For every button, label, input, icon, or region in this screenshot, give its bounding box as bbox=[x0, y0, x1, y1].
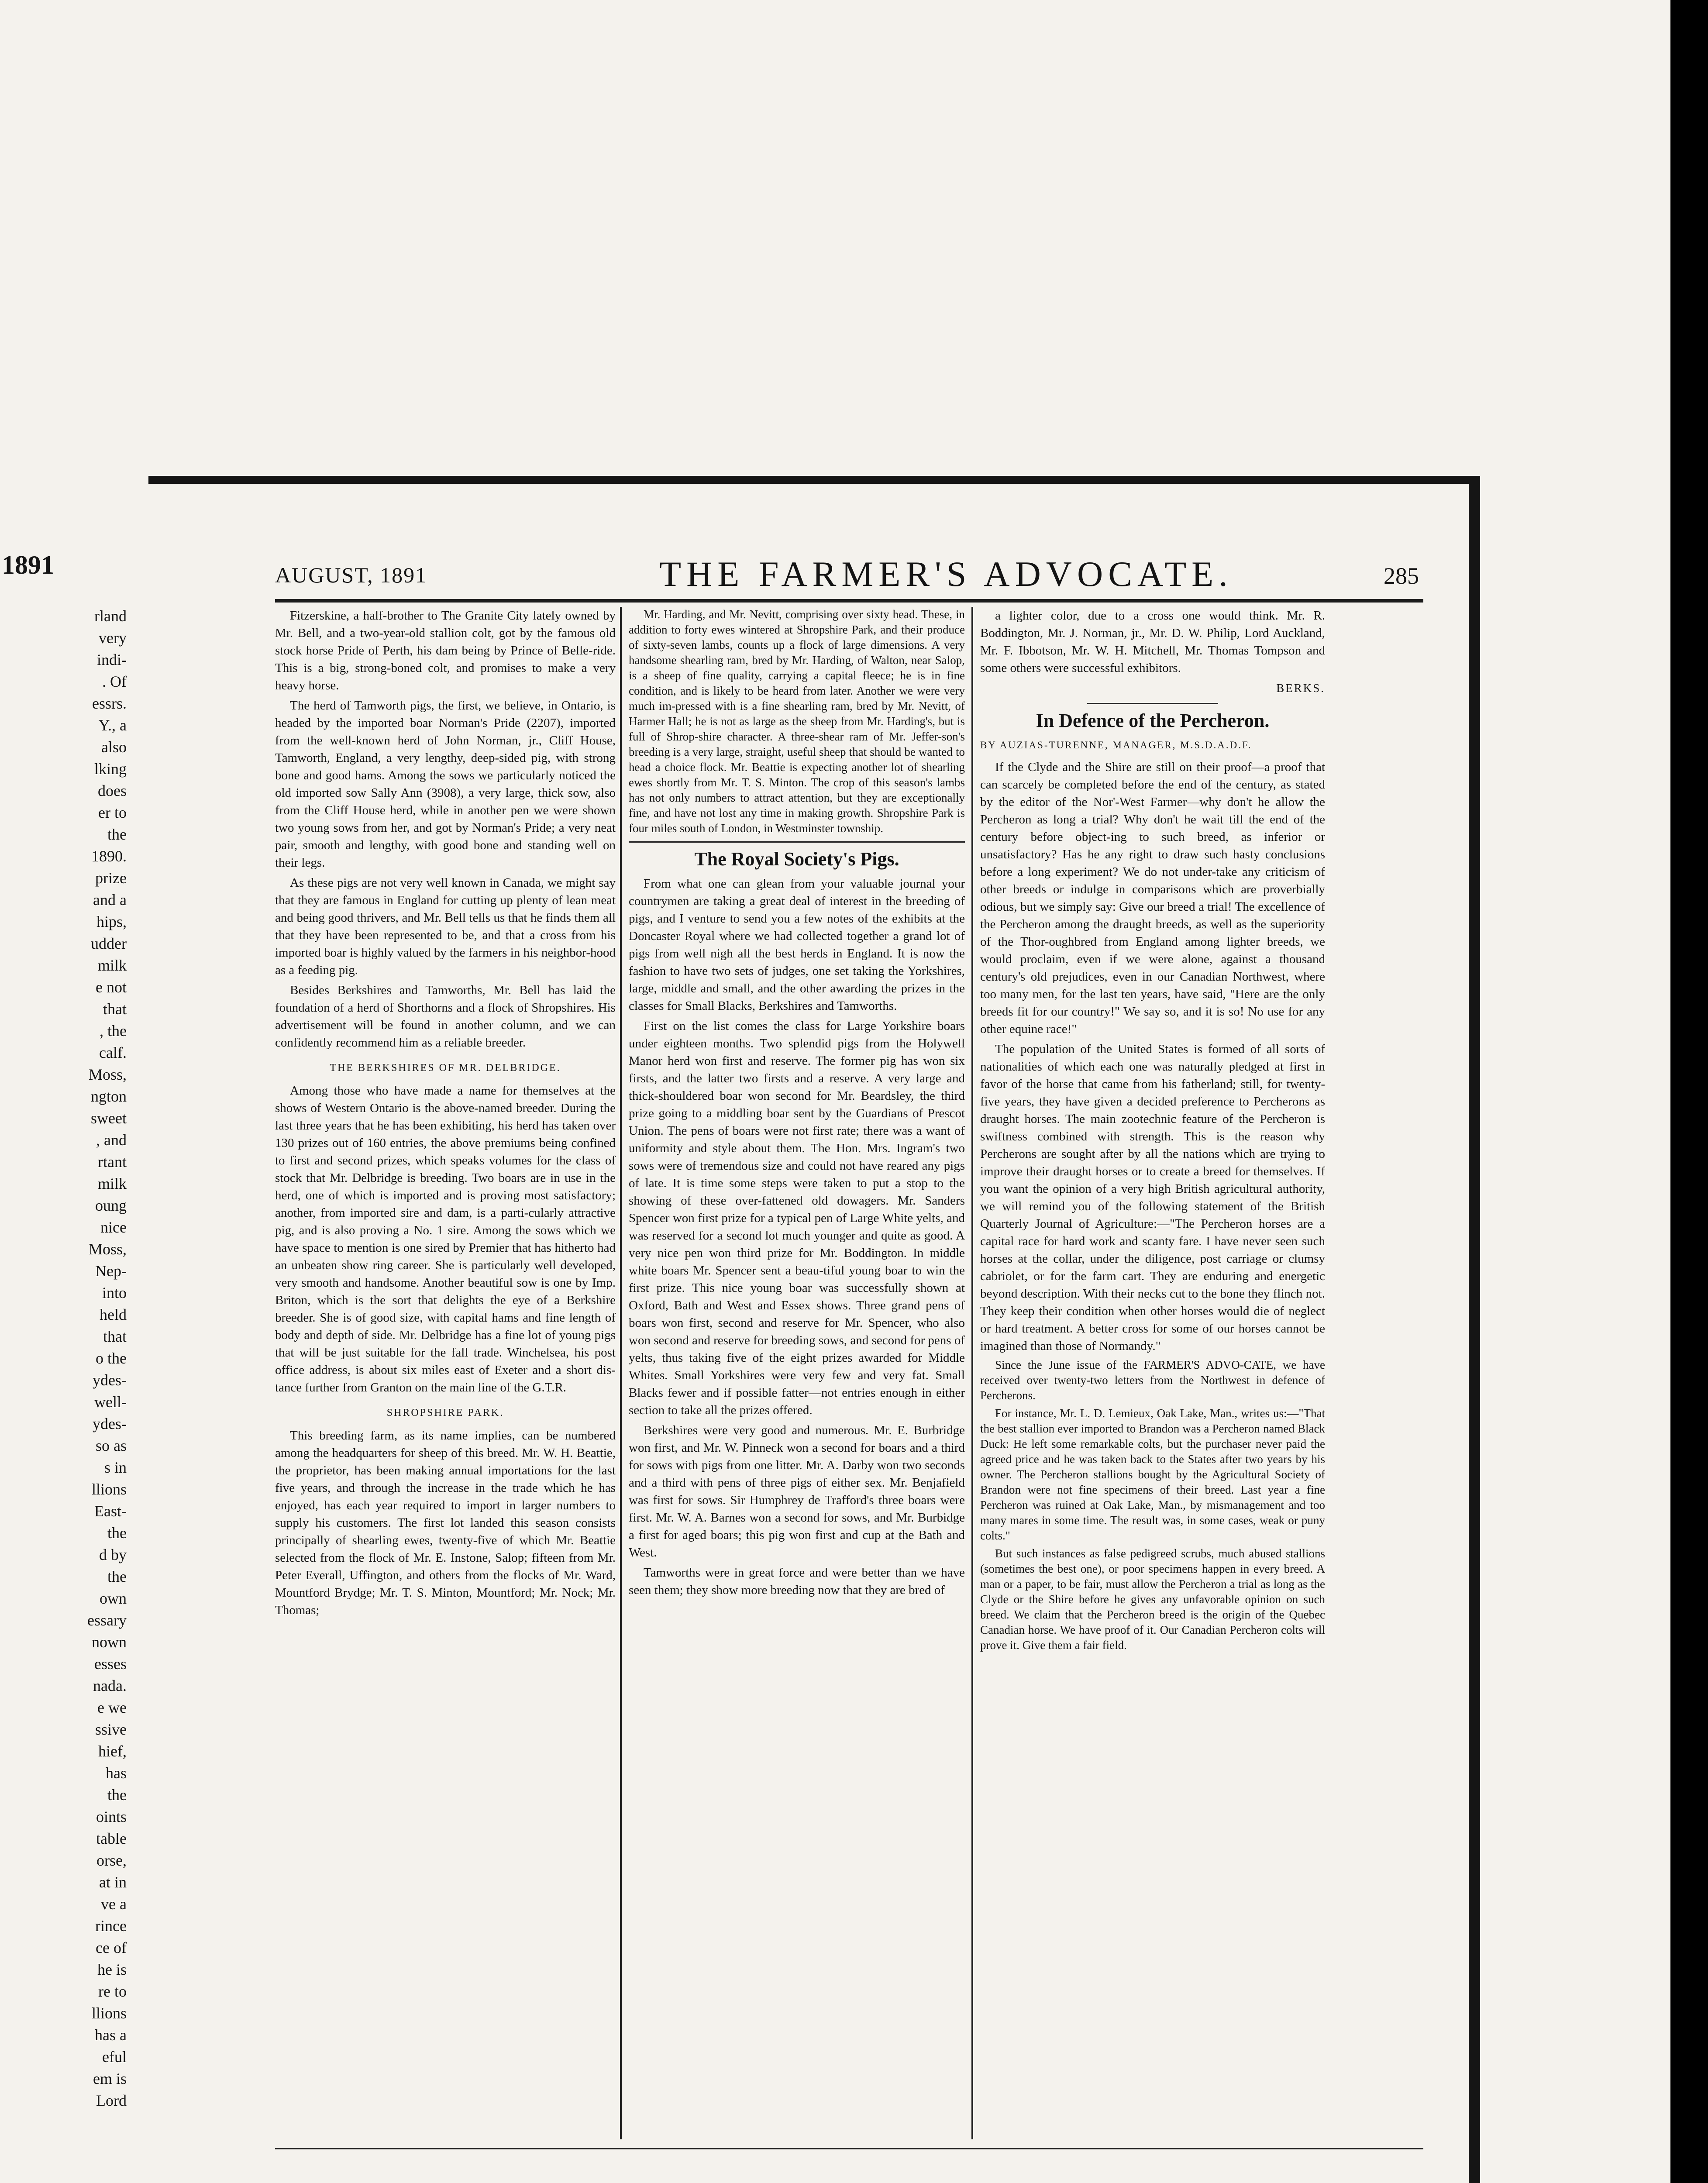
previous-page-fragment: d by bbox=[99, 1546, 127, 1563]
previous-page-fragment: ve a bbox=[101, 1895, 127, 1913]
previous-page-fragment: orse, bbox=[96, 1852, 127, 1869]
previous-page-fragment: well- bbox=[94, 1393, 127, 1411]
previous-page-fragment: e we bbox=[97, 1699, 127, 1716]
previous-page-fragment: Nep- bbox=[95, 1262, 127, 1280]
previous-page-fragment: nown bbox=[92, 1633, 127, 1651]
previous-page-fragment: llions bbox=[91, 2004, 127, 2022]
previous-page-year: 1891 bbox=[2, 551, 54, 579]
previous-page-fragment: into bbox=[102, 1284, 127, 1302]
paragraph: Among those who have made a name for themselves at the shows of Western Ontario is the above-named breeder. During the last three years that he has been exhibiting, his herd has taken over 130 prizes out of 160 entries, the above premiums being confined to first and second prizes, which speaks volumes for the class of stock that Mr. Delbridge is breeding. Two boars are in use in the herd, one of which is imported and is proving most satisfactory; another, from imported sire and dam, is a parti-cularly attractive pig, and is also proving a No. 1 sire. Among the sows which we have space to mention is one sired by Premier that has hitherto had an unbeaten show ring career. She is particularly well developed, very smooth and handsome. Another beautiful sow is one by Imp. Briton, which is the sort that delights the eye of a Berkshire breeder. She is of good size, with capital hams and fine length of body and depth of side. Mr. Delbridge has a fine lot of young pigs that will be just suitable for the fall trade. Winchelsea, his post office address, is about six miles east of Exeter and a short dis-tance further from Granton on the main line of the G.T.R. bbox=[275, 1084, 616, 1395]
previous-page-fragment: Moss, bbox=[88, 1240, 127, 1258]
section-rule bbox=[1087, 703, 1218, 704]
previous-page-fragment: rtant bbox=[98, 1153, 127, 1171]
previous-page-fragment: Moss, bbox=[88, 1066, 127, 1083]
paragraph: Besides Berkshires and Tamworths, Mr. Bell has laid the foundation of a herd of Shorthorns and a flock of Shropshires. His advertisement will be found in another column, and we can confidently recommend him as a reliable breeder. bbox=[275, 983, 616, 1050]
previous-page-fragment: ngton bbox=[90, 1088, 127, 1105]
previous-page-fragment: the bbox=[107, 1568, 127, 1585]
previous-page-fragment: that bbox=[103, 1328, 127, 1345]
previous-page-fragment: ydes- bbox=[93, 1371, 127, 1389]
previous-page-fragment: that bbox=[103, 1000, 127, 1018]
previous-page-fragment: Y., a bbox=[98, 716, 127, 734]
previous-page-fragment: 1890. bbox=[91, 847, 127, 865]
previous-page-fragment: very bbox=[99, 629, 127, 647]
previous-page-fragment: also bbox=[101, 738, 127, 756]
column-divider bbox=[971, 607, 973, 2139]
section-rule bbox=[629, 841, 965, 843]
previous-page-fragment: esses bbox=[94, 1655, 127, 1673]
previous-page-fragment: nada. bbox=[93, 1677, 127, 1694]
previous-page-fragment: at in bbox=[99, 1873, 127, 1891]
previous-page-fragment: so as bbox=[96, 1437, 127, 1454]
article-heading: The Royal Society's Pigs. bbox=[694, 848, 899, 870]
paragraph: Mr. Harding, and Mr. Nevitt, comprising over sixty head. These, in addition to forty ewes wintered at Shropshire Park, and their produce of sixty-seven lambs, counts up a flock of large dimensions. A very handsome shearling ram, bred by Mr. Harding, of Walton, near Salop, is a sheep of fine quality, carrying a capital fleece; he is in fine condition, and is likely to be heard from later. Another we were very much im-pressed with is a fine shearling ram, bred by Mr. Nevitt, of Harmer Hall; he is not as large as the sheep from Mr. Harding's, but is full of Shrop-shire character. A three-shear ram of Mr. Jeffer-son's breeding is a very large, straight, useful sheep that should be wanted to head a choice flock. Mr. Beattie is expecting another lot of shearling ewes shortly from Mr. T. S. Minton. The crop of this season's lambs has not only numbers to attract attention, but they are exceptionally fine, and have not lost any time in making growth. Shropshire Park is four miles south of London, in Westminster township. bbox=[629, 608, 965, 835]
previous-page-fragment: oung bbox=[95, 1197, 127, 1214]
previous-page-fragment: the bbox=[107, 826, 127, 843]
column-divider bbox=[620, 607, 622, 2139]
article-heading: In Defence of the Percheron. bbox=[1036, 710, 1270, 731]
paragraph: This breeding farm, as its name implies, can be numbered among the headquarters for sheep of this breed. Mr. W. H. Beattie, the proprietor, has been making annual importations for the last five years, and through the increase in the trade which he has enjoyed, has each year required to import in larger numbers to supply his customers. The first lot landed this season consists principally of shearling ewes, twenty-five of which Mr. Beattie selected from the flock of Mr. E. Instone, Salop; fifteen from Mr. Peter Everall, Uffington, and others from the flocks of Mr. Ward, Mountford Brydge; Mr. T. S. Minton, Mountford; Mr. Nock; Mr. Thomas; bbox=[275, 1429, 616, 1617]
previous-page-fragment: sweet bbox=[91, 1109, 127, 1127]
paragraph: Tamworths were in great force and were better than we have seen them; they show more breeding now that they are bred of bbox=[629, 1566, 965, 1597]
previous-page-fragment: ssive bbox=[95, 1721, 127, 1738]
previous-page-fragment: rince bbox=[95, 1917, 127, 1935]
previous-page-fragment: nice bbox=[100, 1219, 127, 1236]
previous-page-fragment: s in bbox=[104, 1459, 127, 1476]
paragraph: First on the list comes the class for Large Yorkshire boars under eighteen months. Two splendid pigs from the Holywell Manor herd won first and reserve. The former pig has won six firsts, and the latter two firsts and a reserve. A very large and thick-shouldered boar won second for Mr. Beardsley, the third prize going to a middling boar sent by the Guardians of Prescot Union. The pens of boars were not first rate; there was a want of uniformity and style about them. The Hon. Mrs. Ingram's two sows were of tremendous size and could not have reared any pigs of late. It is time some steps were taken to put a stop to the showing of these over-fattened old dowagers. Mr. Sanders Spencer won first prize for a typical pen of Large White yelts, and was reserved for a second lot much younger and quite as good. A very nice pen won third prize for Mr. Boddington. In middle white boars Mr. Spencer sent a beau-tiful young boar to win the first prize. This nice young boar was successfully shown at Oxford, Bath and West and Essex shows. Three grand pens of boars won first, second and reserve for Mr. Spencer, who also won second and reserve for breeding sows, and second for pens of yelts, thus taking five of the eight prizes awarded for Middle Whites. Small Yorkshires were very few and very fat. Small Blacks fewer and if possible fatter—not entries enough in either section to take all the prizes offered. bbox=[629, 1019, 965, 1417]
previous-page-fragment: the bbox=[107, 1524, 127, 1542]
previous-page-fragment: essrs. bbox=[92, 695, 127, 712]
previous-page-fragment: does bbox=[98, 782, 127, 799]
previous-page-fragment: he is bbox=[97, 1961, 127, 1978]
bottom-rule bbox=[275, 2148, 1423, 2149]
paragraph: As these pigs are not very well known in Canada, we might say that they are famous in England for cutting up plenty of lean meat and being good thrivers, and Mr. Bell tells us that he finds them all that they have been represented to be, and that a cross from his imported boar is highly valued by the farmers in his neighbor-hood as a feeding pig. bbox=[275, 876, 616, 977]
previous-page-fragment: er to bbox=[98, 804, 127, 821]
paragraph: The herd of Tamworth pigs, the first, we believe, in Ontario, is headed by the imported boar Norman's Pride (2207), imported from the well-known herd of John Norman, jr., Cliff House, Tamworth, England, a very lengthy, deep-sided pig, with strong bone and good hams. Among the sows we particularly noticed the old imported sow Sally Ann (3908), a very large, thick sow, also from the Cliff House herd, while in another pen we were shown two young sows from her, and got by Norman's Pride; a very neat pair, smooth and lengthy, with good bone and standing well on their legs. bbox=[275, 699, 616, 870]
paragraph: Berkshires were very good and numerous. Mr. E. Burbridge won first, and Mr. W. Pinneck won a second for boars and a third for sows with pigs from one litter. Mr. A. Darby won two seconds and a third with pens of three pigs of either sex. Mr. Benjafield was first for sows. Sir Humphrey de Trafford's three boars were first. Mr. W. A. Barnes won a second for sows, and Mr. Burbidge a first for aged boars; this pig won first and cup at the Bath and West. bbox=[629, 1423, 965, 1560]
previous-page-fragment: rland bbox=[94, 607, 127, 625]
paragraph: Fitzerskine, a half-brother to The Granite City lately owned by Mr. Bell, and a two-year-old stallion colt, got by the famous old stock horse Pride of Perth, his dam being by Prince of Belle-ride. This is a big, strong-boned colt, and promises to make a very heavy horse. bbox=[275, 609, 616, 692]
paragraph: But such instances as false pedigreed scrubs, much abused stallions (sometimes the best one), or poor specimens happen in every breed. A man or a paper, to be fair, must allow the Percheron a trial as long as the Clyde or the Shire before he gives any unfavorable opinion on such breed. We claim that the Percheron breed is the origin of the Quebec Canadian horse. We have proof of it. Our Canadian Percheron colts will prove it. Give them a fair field. bbox=[980, 1547, 1325, 1652]
issue-date: AUGUST, 1891 bbox=[275, 563, 427, 587]
previous-page-fragment: calf. bbox=[99, 1044, 127, 1061]
previous-page-fragment: essary bbox=[87, 1611, 127, 1629]
paragraph: If the Clyde and the Shire are still on their proof—a proof that can scarcely be completed before the end of the century, as stated by the editor of the Nor'-West Farmer—why don't he allow the Percheron as long a trial? Why don't he wait till the end of the century before object-ing to such breed, as inferior or unsatisfactory? Has he any right to draw such hasty conclusions before a long experiment? We do not under-take any criticism of other breeds or indulge in comparisons which are proverbially odious, but we simply say: Give our breed a trial! The excellence of the Percheron among the draught breeds, as well as the superiority of the Thor-oughbred from England among lighter breeds, we would proclaim, even if we were alone, against a thousand century's old prejudices, even in our Canadian Northwest, where too many men, for the last ten years, have said, "Here are the only breeds fit for our country!" We say so, and it is so! No use for any other equine race!" bbox=[980, 760, 1325, 1036]
page-number: 285 bbox=[1384, 563, 1419, 589]
signature: BERKS. bbox=[1276, 682, 1325, 695]
previous-page-fragment: , and bbox=[96, 1131, 127, 1149]
byline: BY AUZIAS-TURENNE, MANAGER, M.S.D.A.D.F. bbox=[980, 740, 1252, 751]
previous-page-fragment: the bbox=[107, 1786, 127, 1804]
column-2 bbox=[629, 607, 965, 2144]
previous-page-fragment: own bbox=[100, 1590, 127, 1607]
background-page bbox=[0, 0, 1670, 476]
running-head bbox=[275, 554, 1419, 593]
subheading: THE BERKSHIRES OF MR. DELBRIDGE. bbox=[330, 1062, 561, 1074]
previous-page-fragment: re to bbox=[98, 1983, 127, 2000]
paragraph: a lighter color, due to a cross one would think. Mr. R. Boddington, Mr. J. Norman, jr., Mr. D. W. Philip, Lord Auckland, Mr. F. Ibbotson, Mr. W. H. Mitchell, Mr. Thomas Tompson and some others were successful exhibitors. bbox=[980, 609, 1325, 675]
paragraph: The population of the United States is formed of all sorts of nationalities of which each one was naturally pledged at first in favor of the horse that came from his fatherland; still, for twenty-five years, they have given a decided preference to Percherons as draught horses. The main zootechnic feature of the Percheron is swiftness combined with strength. This is the reason why Percherons are sought after by all the nations which are trying to improve their draught horses or to create a breed for themselves. If you want the opinion of a very high British agricultural authority, we will remind you of the following statement of the British Quarterly Journal of Agriculture:—"The Percheron horses are a capital race for hard work and scanty fare. I have never seen such horses at the collar, under the diligence, post carriage or clumsy cabriolet, or for the farm cart. They are enduring and energetic beyond description. With their necks cut to the bone they flinch not. They keep their condition when other horses would die of neglect or hard treatment. A better cross for some of our horses cannot be imagined than those of Normandy." bbox=[980, 1042, 1325, 1353]
previous-page-fragment: eful bbox=[102, 2048, 127, 2066]
previous-page-fragment: udder bbox=[91, 935, 127, 952]
previous-page-fragment: oints bbox=[96, 1808, 127, 1825]
header-rule bbox=[275, 599, 1423, 603]
previous-page-fragment: milk bbox=[97, 1175, 127, 1192]
previous-page-fragment: indi- bbox=[97, 651, 127, 668]
previous-page-fragment: milk bbox=[97, 957, 127, 974]
newspaper-page bbox=[131, 476, 1670, 2183]
previous-page-fragment: hief, bbox=[98, 1742, 127, 1760]
previous-page-fragment: ydes- bbox=[93, 1415, 127, 1432]
previous-page-fragment: e not bbox=[96, 978, 127, 996]
previous-page-fragment: Lord bbox=[96, 2092, 127, 2109]
subheading: SHROPSHIRE PARK. bbox=[386, 1407, 504, 1419]
publication-title: THE FARMER'S ADVOCATE. bbox=[659, 554, 1233, 594]
previous-page-fragment: o the bbox=[96, 1350, 127, 1367]
paragraph: From what one can glean from your valuable journal your countrymen are taking a great deal of interest in the breeding of pigs, and I venture to send you a few notes of the exhibits at the Doncaster Royal where we had collected together a grand lot of pigs from well nigh all the best herds in England. It is now the fashion to have two sets of judges, one set taking the Yorkshires, large, middle and small, and the other awarding the prizes in the classes for Small Blacks, Berkshires and Tamworths. bbox=[629, 877, 965, 1013]
previous-page-fragment: lking bbox=[94, 760, 127, 778]
previous-page-fragment: East- bbox=[94, 1502, 127, 1520]
previous-page-fragment: held bbox=[100, 1306, 127, 1323]
previous-page-fragment: ce of bbox=[96, 1939, 127, 1956]
previous-page-fragment: llions bbox=[91, 1481, 127, 1498]
previous-page-fragment: . Of bbox=[102, 673, 127, 690]
paragraph: For instance, Mr. L. D. Lemieux, Oak Lake, Man., writes us:—"That the best stallion ever imported to Brandon was a Percheron named Black Duck: He left some remarkable colts, but the purchaser never paid the agreed price and he was taken back to the States after two years by his owner. The Percheron stallions bought by the Agricultural Society of Brandon were not fine specimens of their breed. Last year a fine Percheron was ruined at Oak Lake, Man., by mismanagement and too many mares in some time. The result was, in some cases, weak or puny colts." bbox=[980, 1407, 1325, 1542]
previous-page-fragment: and a bbox=[93, 891, 127, 909]
paragraph: Since the June issue of the FARMER'S ADVO-CATE, we have received over twenty-two letters from the Northwest in defence of Percherons. bbox=[980, 1358, 1325, 1402]
column-3 bbox=[980, 607, 1325, 2144]
previous-page-fragment: prize bbox=[95, 869, 127, 887]
previous-page-fragment: em is bbox=[93, 2070, 127, 2087]
column-1 bbox=[275, 607, 616, 2144]
previous-page-fragment: has a bbox=[95, 2026, 127, 2044]
previous-page-fragment: hips, bbox=[96, 913, 127, 930]
previous-page-fragment: , the bbox=[100, 1022, 127, 1040]
previous-page-fragment: has bbox=[106, 1764, 127, 1782]
previous-page-fragment: table bbox=[96, 1830, 127, 1847]
previous-page-edge bbox=[0, 476, 131, 2183]
